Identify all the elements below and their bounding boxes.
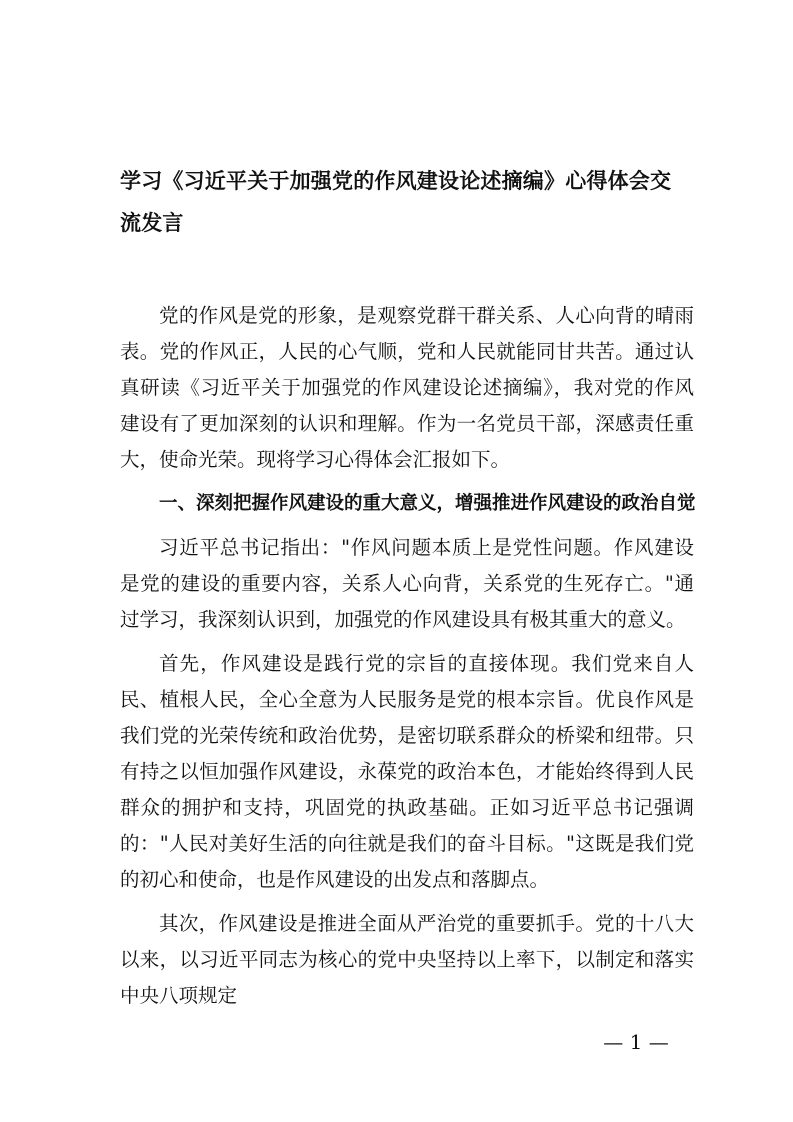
document-title: 学习《习近平关于加强党的作风建设论述摘编》心得体会交流发言 xyxy=(120,169,672,235)
intro-paragraph: 党的作风是党的形象，是观察党群干群关系、人心向背的晴雨表。党的作风正，人民的心气顺，党和人民就能同甘共苦。通过认真研读《习近平关于加强党的作风建设论述摘编》，我对党的作风建设有了更加深刻的认识和理解。作为一名党员干部，深感责任重大，使命光荣。现将学习心得体会汇报如下。 xyxy=(120,304,694,471)
first-point-paragraph: 首先，作风建设是践行党的宗旨的直接体现。我们党来自人民、植根人民，全心全意为人民服务是党的根本宗旨。优良作风是我们党的光荣传统和政治优势，是密切联系群众的桥梁和纽带。只有持之以恒加强作风建设，永葆党的政治本色，才能始终得到人民群众的拥护和支持，巩固党的执政基础。正如习近平总书记强调的："人民对美好生活的向往就是我们的奋斗目标。"这既是我们党的初心和使命，也是作风建设的出发点和落脚点。 xyxy=(120,652,694,891)
section-heading: 一、深刻把握作风建设的重大意义，增强推进作风建设的政治自觉 xyxy=(159,493,696,514)
page-number: — 1 — xyxy=(603,1030,669,1054)
document-body xyxy=(120,298,694,1022)
second-point-paragraph: 其次，作风建设是推进全面从严治党的重要抓手。党的十八大以来，以习近平同志为核心的党中央坚持以上率下，以制定和落实中央八项规定 xyxy=(120,912,694,1007)
quote-paragraph: 习近平总书记指出："作风问题本质上是党性问题。作风建设是党的建设的重要内容，关系人心向背，关系党的生死存亡。"通过学习，我深刻认识到，加强党的作风建设具有极其重大的意义。 xyxy=(120,536,694,631)
